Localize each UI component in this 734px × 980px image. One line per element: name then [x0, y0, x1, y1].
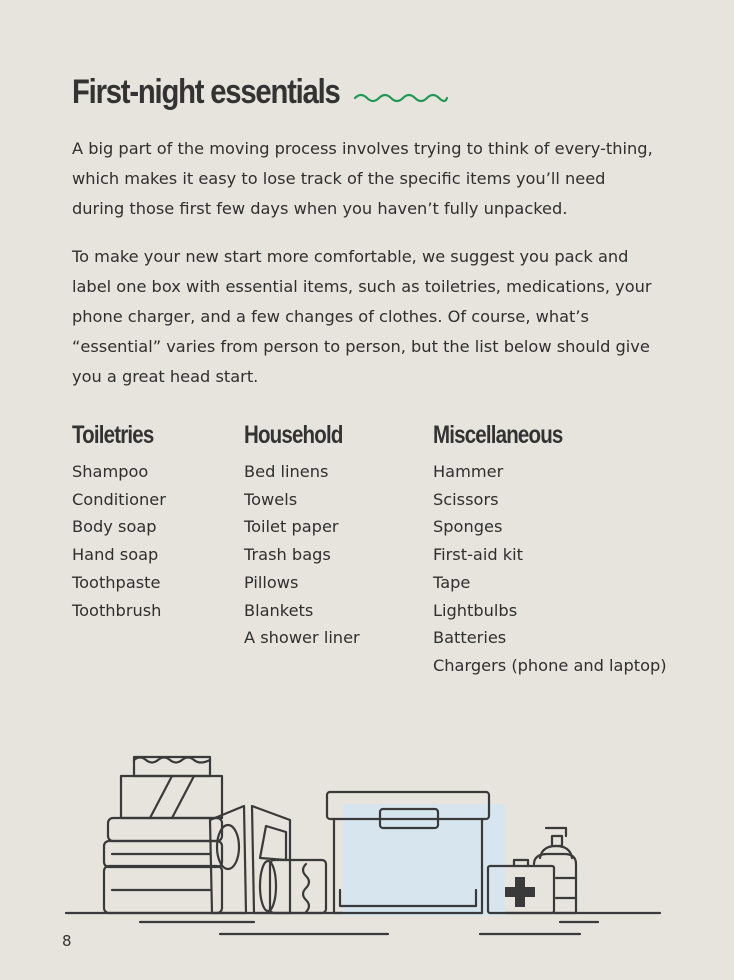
advice-paragraph: To make your new start more comfortable, we suggest you pack and label one box with essential items, such as toiletries, medications, your phone charger, and a few changes of clothes. Of course, what’s “essential” varies from person to person, but the list below should give you a great head start.	[72, 247, 652, 386]
list-miscellaneous	[433, 418, 667, 680]
list-item: Hammer	[433, 462, 504, 481]
moving-essentials-illustration	[0, 740, 734, 940]
soap-box-icon	[121, 757, 222, 818]
list-item: Hand soap	[72, 545, 159, 565]
list-item: First-aid kit	[433, 545, 523, 565]
list-item: Tape	[433, 572, 471, 592]
list-item: Trash bags	[244, 545, 331, 565]
list-item: Blankets	[244, 600, 314, 620]
list-item: Bed linens	[244, 462, 329, 481]
list-item: Towels	[244, 489, 298, 509]
first-aid-cross-icon	[505, 877, 535, 907]
list-toiletries	[72, 418, 171, 624]
list-item: Lightbulbs	[433, 600, 518, 620]
list-item: Shampoo	[72, 462, 149, 481]
squiggle-icon	[353, 90, 449, 106]
toilet-paper-icon	[260, 860, 326, 913]
list-heading: Household	[244, 421, 343, 449]
storage-bin-icon	[327, 792, 505, 916]
list-heading: Miscellaneous	[433, 421, 563, 449]
list-item: Toothbrush	[72, 600, 162, 620]
list-household	[244, 418, 364, 652]
intro-paragraph: A big part of the moving process involves trying to think of every-thing, which makes it easy to lose track of the specific items you’ll need during those first few days when you haven’t fully unpacked.	[72, 139, 653, 218]
list-item: Body soap	[72, 517, 157, 537]
list-item: Scissors	[433, 489, 499, 509]
towels-stack-icon	[104, 818, 222, 913]
list-item: Batteries	[433, 628, 507, 648]
list-item: Toothpaste	[72, 572, 161, 592]
page-number: 8	[62, 932, 72, 950]
list-item: Pillows	[244, 572, 299, 592]
page-title: First-night essentials	[72, 73, 340, 111]
list-item: Conditioner	[72, 489, 166, 509]
title-row	[72, 70, 449, 114]
list-item: A shower liner	[244, 628, 360, 648]
list-item: Toilet paper	[244, 517, 339, 537]
list-heading: Toiletries	[72, 421, 154, 449]
list-item: Sponges	[433, 517, 503, 537]
list-item: Chargers (phone and laptop)	[433, 655, 667, 675]
